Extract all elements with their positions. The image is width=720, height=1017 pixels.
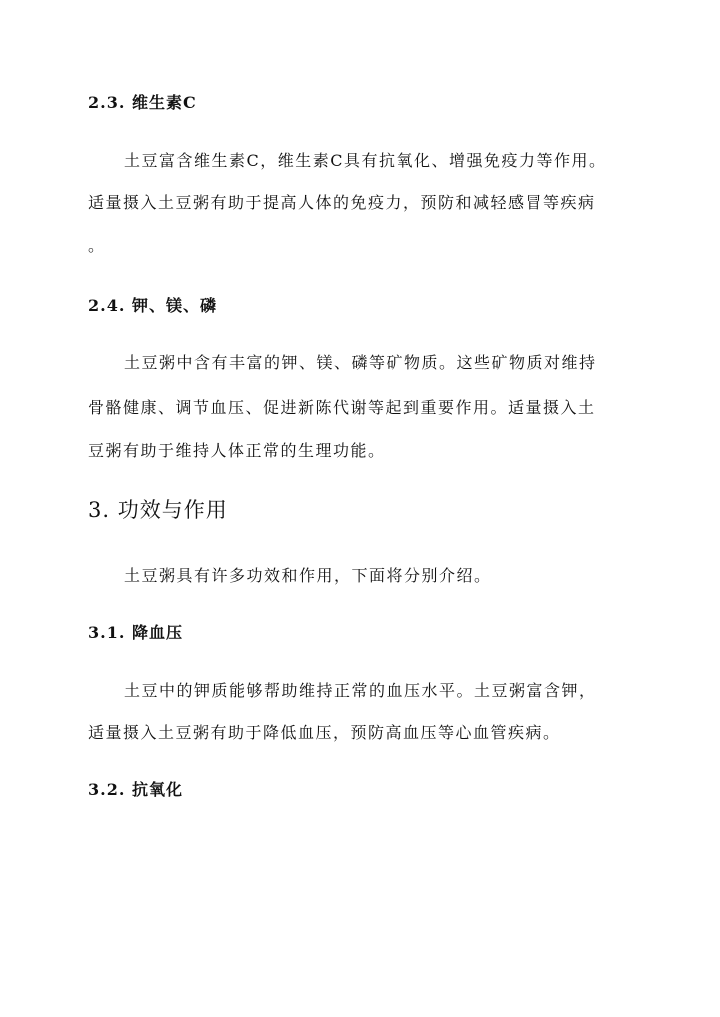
paragraph-2-4-line-3: 豆粥有助于维持人体正常的生理功能。 [88, 441, 386, 460]
paragraph-2-4-line-1: 土豆粥中含有丰富的钾、镁、磷等矿物质。这些矿物质对维持 [124, 353, 597, 372]
paragraph-3-1-line-1: 土豆中的钾质能够帮助维持正常的血压水平。土豆粥富含钾， [124, 681, 597, 700]
heading-3: 3. 功效与作用 [88, 498, 228, 522]
heading-2-4: 2.4. 钾、镁、磷 [88, 296, 217, 315]
paragraph-2-3-line-3: 。 [88, 236, 106, 255]
paragraph-2-3-line-1: 土豆富含维生素C，维生素C具有抗氧化、增强免疫力等作用。 [124, 151, 607, 170]
heading-2-3: 2.3. 维生素C [88, 93, 197, 112]
heading-3-2: 3.2. 抗氧化 [88, 780, 183, 799]
paragraph-2-3-line-2: 适量摄入土豆粥有助于提高人体的免疫力，预防和减轻感冒等疾病 [88, 193, 596, 212]
paragraph-2-4-line-2: 骨骼健康、调节血压、促进新陈代谢等起到重要作用。适量摄入土 [88, 398, 596, 417]
heading-3-1: 3.1. 降血压 [88, 623, 183, 642]
paragraph-3-1-line-2: 适量摄入土豆粥有助于降低血压，预防高血压等心血管疾病。 [88, 723, 561, 742]
paragraph-3-line-1: 土豆粥具有许多功效和作用，下面将分别介绍。 [124, 566, 492, 585]
